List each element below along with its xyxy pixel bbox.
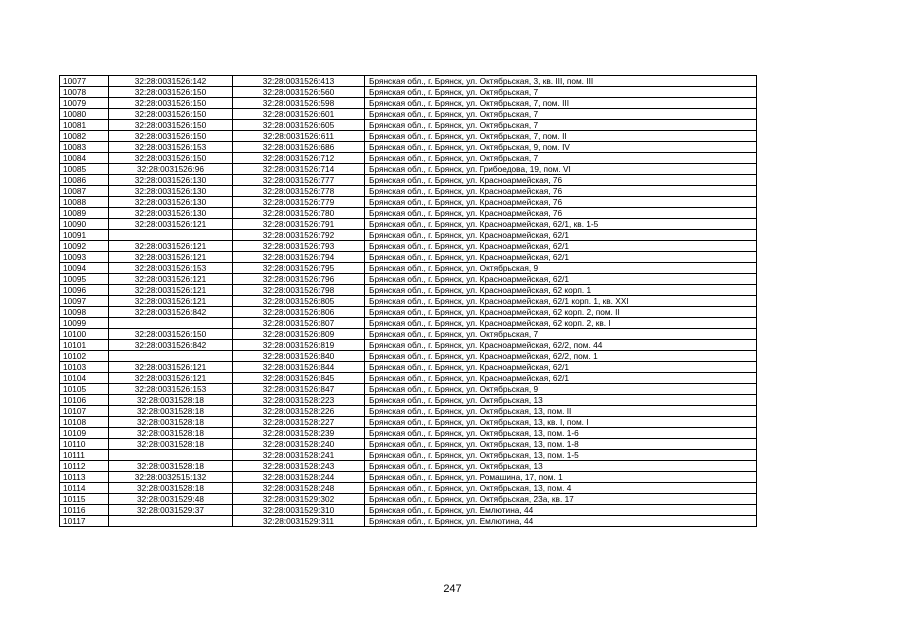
address-cell: Брянская обл., г. Брянск, ул. Октябрьская, 9, пом. IV [365,142,757,153]
page-number: 247 [443,583,462,595]
address-cell: Брянская обл., г. Брянск, ул. Октябрьская, 7 [365,153,757,164]
property-table-container [59,75,756,527]
cadastral-number-cell: 32:28:0031526:780 [233,208,365,219]
table-row [60,494,757,505]
row-number-cell: 10102 [60,351,109,362]
cadastral-number-cell: 32:28:0031526:714 [233,164,365,175]
row-number-cell: 10079 [60,98,109,109]
table-row [60,307,757,318]
table-row [60,516,757,527]
cadastral-number-cell: 32:28:0031526:809 [233,329,365,340]
table-row [60,219,757,230]
parent-cadastral-number-cell [109,318,233,329]
address-cell: Брянская обл., г. Брянск, ул. Красноармейская, 76 [365,186,757,197]
address-cell: Брянская обл., г. Брянск, ул. Октябрьская, 13, пом. 1-8 [365,439,757,450]
cadastral-number-cell: 32:28:0031526:779 [233,197,365,208]
address-cell: Брянская обл., г. Брянск, ул. Красноармейская, 76 [365,208,757,219]
cadastral-number-cell: 32:28:0031528:223 [233,395,365,406]
row-number-cell: 10083 [60,142,109,153]
address-cell: Брянская обл., г. Брянск, ул. Октябрьская, 7 [365,120,757,131]
parent-cadastral-number-cell: 32:28:0031526:121 [109,241,233,252]
cadastral-number-cell: 32:28:0031526:806 [233,307,365,318]
address-cell: Брянская обл., г. Брянск, ул. Красноармейская, 62/1, кв. 1-5 [365,219,757,230]
table-row [60,153,757,164]
row-number-cell: 10088 [60,197,109,208]
cadastral-number-cell: 32:28:0031529:310 [233,505,365,516]
cadastral-number-cell: 32:28:0031528:226 [233,406,365,417]
row-number-cell: 10086 [60,175,109,186]
table-row [60,285,757,296]
table-row [60,483,757,494]
parent-cadastral-number-cell: 32:28:0031526:842 [109,307,233,318]
table-row [60,252,757,263]
row-number-cell: 10100 [60,329,109,340]
parent-cadastral-number-cell: 32:28:0031526:121 [109,252,233,263]
cadastral-number-cell: 32:28:0031526:791 [233,219,365,230]
parent-cadastral-number-cell: 32:28:0031526:121 [109,296,233,307]
cadastral-number-cell: 32:28:0031526:413 [233,76,365,87]
row-number-cell: 10106 [60,395,109,406]
row-number-cell: 10101 [60,340,109,351]
cadastral-number-cell: 32:28:0031526:795 [233,263,365,274]
address-cell: Брянская обл., г. Брянск, ул. Красноармейская, 62/1 корп. 1, кв. XXI [365,296,757,307]
row-number-cell: 10080 [60,109,109,120]
parent-cadastral-number-cell: 32:28:0031529:48 [109,494,233,505]
address-cell: Брянская обл., г. Брянск, ул. Красноармейская, 62 корп. 1 [365,285,757,296]
parent-cadastral-number-cell: 32:28:0031526:96 [109,164,233,175]
parent-cadastral-number-cell: 32:28:0031526:153 [109,142,233,153]
row-number-cell: 10107 [60,406,109,417]
table-row [60,450,757,461]
table-row [60,296,757,307]
row-number-cell: 10095 [60,274,109,285]
cadastral-number-cell: 32:28:0031526:611 [233,131,365,142]
table-row [60,318,757,329]
address-cell: Брянская обл., г. Брянск, ул. Октябрьская, 7, пом. III [365,98,757,109]
parent-cadastral-number-cell: 32:28:0031528:18 [109,395,233,406]
table-row [60,197,757,208]
table-row [60,87,757,98]
table-row [60,395,757,406]
cadastral-number-cell: 32:28:0031526:712 [233,153,365,164]
cadastral-number-cell: 32:28:0031526:778 [233,186,365,197]
cadastral-number-cell: 32:28:0031528:244 [233,472,365,483]
parent-cadastral-number-cell: 32:28:0031526:130 [109,175,233,186]
table-row [60,340,757,351]
address-cell: Брянская обл., г. Брянск, ул. Красноармейская, 62/1 [365,230,757,241]
address-cell: Брянская обл., г. Брянск, ул. Октябрьская, 7, пом. II [365,131,757,142]
row-number-cell: 10081 [60,120,109,131]
address-cell: Брянская обл., г. Брянск, ул. Октябрьская, 9 [365,263,757,274]
parent-cadastral-number-cell: 32:28:0031526:121 [109,362,233,373]
cadastral-number-cell: 32:28:0031526:560 [233,87,365,98]
parent-cadastral-number-cell [109,450,233,461]
row-number-cell: 10113 [60,472,109,483]
address-cell: Брянская обл., г. Брянск, ул. Ромашина, 17, пом. 1 [365,472,757,483]
parent-cadastral-number-cell: 32:28:0031526:150 [109,98,233,109]
parent-cadastral-number-cell: 32:28:0031526:121 [109,219,233,230]
address-cell: Брянская обл., г. Брянск, ул. Октябрьская, 7 [365,329,757,340]
row-number-cell: 10090 [60,219,109,230]
row-number-cell: 10097 [60,296,109,307]
table-row [60,428,757,439]
parent-cadastral-number-cell [109,230,233,241]
cadastral-number-cell: 32:28:0031529:302 [233,494,365,505]
table-row [60,461,757,472]
address-cell: Брянская обл., г. Брянск, ул. Емлютина, 44 [365,505,757,516]
row-number-cell: 10114 [60,483,109,494]
parent-cadastral-number-cell: 32:28:0031526:150 [109,109,233,120]
parent-cadastral-number-cell: 32:28:0031526:121 [109,373,233,384]
address-cell: Брянская обл., г. Брянск, ул. Октябрьская, 3, кв. III, пом. III [365,76,757,87]
cadastral-number-cell: 32:28:0031529:311 [233,516,365,527]
cadastral-number-cell: 32:28:0031526:805 [233,296,365,307]
row-number-cell: 10092 [60,241,109,252]
cadastral-number-cell: 32:28:0031528:241 [233,450,365,461]
table-row [60,131,757,142]
row-number-cell: 10084 [60,153,109,164]
address-cell: Брянская обл., г. Брянск, ул. Октябрьская, 13, пом. 1-5 [365,450,757,461]
address-cell: Брянская обл., г. Брянск, ул. Красноармейская, 76 [365,197,757,208]
row-number-cell: 10085 [60,164,109,175]
parent-cadastral-number-cell: 32:28:0031526:121 [109,285,233,296]
parent-cadastral-number-cell: 32:28:0031526:842 [109,340,233,351]
row-number-cell: 10103 [60,362,109,373]
cadastral-number-cell: 32:28:0031528:227 [233,417,365,428]
row-number-cell: 10112 [60,461,109,472]
row-number-cell: 10099 [60,318,109,329]
address-cell: Брянская обл., г. Брянск, ул. Грибоедова, 19, пом. VI [365,164,757,175]
parent-cadastral-number-cell: 32:28:0031526:150 [109,87,233,98]
cadastral-number-cell: 32:28:0031526:601 [233,109,365,120]
row-number-cell: 10108 [60,417,109,428]
table-row [60,505,757,516]
row-number-cell: 10077 [60,76,109,87]
cadastral-number-cell: 32:28:0031526:819 [233,340,365,351]
address-cell: Брянская обл., г. Брянск, ул. Красноармейская, 62/1 [365,274,757,285]
row-number-cell: 10094 [60,263,109,274]
parent-cadastral-number-cell: 32:28:0031526:130 [109,186,233,197]
row-number-cell: 10110 [60,439,109,450]
table-row [60,142,757,153]
table-row [60,274,757,285]
address-cell: Брянская обл., г. Брянск, ул. Октябрьская, 9 [365,384,757,395]
row-number-cell: 10116 [60,505,109,516]
row-number-cell: 10089 [60,208,109,219]
address-cell: Брянская обл., г. Брянск, ул. Красноармейская, 62/2, пом. 1 [365,351,757,362]
address-cell: Брянская обл., г. Брянск, ул. Октябрьская, 13 [365,461,757,472]
table-row [60,439,757,450]
parent-cadastral-number-cell: 32:28:0031528:18 [109,439,233,450]
table-row [60,230,757,241]
row-number-cell: 10093 [60,252,109,263]
cadastral-number-cell: 32:28:0031526:777 [233,175,365,186]
parent-cadastral-number-cell: 32:28:0031528:18 [109,417,233,428]
cadastral-number-cell: 32:28:0031526:598 [233,98,365,109]
parent-cadastral-number-cell: 32:28:0031528:18 [109,483,233,494]
cadastral-number-cell: 32:28:0031526:796 [233,274,365,285]
address-cell: Брянская обл., г. Брянск, ул. Октябрьская, 13, пом. 4 [365,483,757,494]
row-number-cell: 10117 [60,516,109,527]
parent-cadastral-number-cell: 32:28:0031528:18 [109,406,233,417]
cadastral-number-cell: 32:28:0031528:243 [233,461,365,472]
row-number-cell: 10096 [60,285,109,296]
row-number-cell: 10105 [60,384,109,395]
cadastral-number-cell: 32:28:0031526:794 [233,252,365,263]
parent-cadastral-number-cell [109,516,233,527]
table-row [60,362,757,373]
parent-cadastral-number-cell: 32:28:0031528:18 [109,461,233,472]
table-row [60,164,757,175]
parent-cadastral-number-cell: 32:28:0031526:150 [109,131,233,142]
address-cell: Брянская обл., г. Брянск, ул. Октябрьская, 23а, кв. 17 [365,494,757,505]
cadastral-number-cell: 32:28:0031526:605 [233,120,365,131]
table-row [60,351,757,362]
cadastral-number-cell: 32:28:0031528:240 [233,439,365,450]
address-cell: Брянская обл., г. Брянск, ул. Октябрьская, 13, кв. I, пом. I [365,417,757,428]
address-cell: Брянская обл., г. Брянск, ул. Красноармейская, 62/2, пом. 44 [365,340,757,351]
parent-cadastral-number-cell: 32:28:0031529:37 [109,505,233,516]
address-cell: Брянская обл., г. Брянск, ул. Красноармейская, 62/1 [365,252,757,263]
table-row [60,120,757,131]
address-cell: Брянская обл., г. Брянск, ул. Красноармейская, 76 [365,175,757,186]
row-number-cell: 10078 [60,87,109,98]
parent-cadastral-number-cell: 32:28:0031526:121 [109,274,233,285]
row-number-cell: 10087 [60,186,109,197]
parent-cadastral-number-cell: 32:28:0031526:142 [109,76,233,87]
property-table-body [60,76,757,527]
address-cell: Брянская обл., г. Брянск, ул. Красноармейская, 62/1 [365,241,757,252]
address-cell: Брянская обл., г. Брянск, ул. Октябрьская, 7 [365,87,757,98]
cadastral-number-cell: 32:28:0031526:840 [233,351,365,362]
row-number-cell: 10082 [60,131,109,142]
row-number-cell: 10109 [60,428,109,439]
row-number-cell: 10111 [60,450,109,461]
table-row [60,472,757,483]
cadastral-number-cell: 32:28:0031526:807 [233,318,365,329]
address-cell: Брянская обл., г. Брянск, ул. Красноармейская, 62/1 [365,373,757,384]
table-row [60,329,757,340]
table-row [60,98,757,109]
row-number-cell: 10104 [60,373,109,384]
parent-cadastral-number-cell: 32:28:0031528:18 [109,428,233,439]
cadastral-number-cell: 32:28:0031526:792 [233,230,365,241]
parent-cadastral-number-cell: 32:28:0031526:130 [109,208,233,219]
address-cell: Брянская обл., г. Брянск, ул. Октябрьская, 13, пом. II [365,406,757,417]
parent-cadastral-number-cell: 32:28:0032515:132 [109,472,233,483]
address-cell: Брянская обл., г. Брянск, ул. Октябрьская, 13 [365,395,757,406]
table-row [60,186,757,197]
table-row [60,175,757,186]
table-row [60,109,757,120]
table-row [60,241,757,252]
address-cell: Брянская обл., г. Брянск, ул. Красноармейская, 62 корп. 2, кв. I [365,318,757,329]
table-row [60,384,757,395]
address-cell: Брянская обл., г. Брянск, ул. Красноармейская, 62/1 [365,362,757,373]
cadastral-number-cell: 32:28:0031526:844 [233,362,365,373]
address-cell: Брянская обл., г. Брянск, ул. Октябрьская, 7 [365,109,757,120]
parent-cadastral-number-cell: 32:28:0031526:150 [109,120,233,131]
table-row [60,263,757,274]
address-cell: Брянская обл., г. Брянск, ул. Красноармейская, 62 корп. 2, пом. II [365,307,757,318]
cadastral-number-cell: 32:28:0031526:845 [233,373,365,384]
cadastral-number-cell: 32:28:0031526:686 [233,142,365,153]
cadastral-number-cell: 32:28:0031526:798 [233,285,365,296]
table-row [60,76,757,87]
table-row [60,417,757,428]
parent-cadastral-number-cell: 32:28:0031526:153 [109,263,233,274]
table-row [60,373,757,384]
row-number-cell: 10098 [60,307,109,318]
cadastral-number-cell: 32:28:0031528:248 [233,483,365,494]
table-row [60,406,757,417]
parent-cadastral-number-cell: 32:28:0031526:130 [109,197,233,208]
cadastral-number-cell: 32:28:0031526:793 [233,241,365,252]
parent-cadastral-number-cell: 32:28:0031526:153 [109,384,233,395]
parent-cadastral-number-cell: 32:28:0031526:150 [109,153,233,164]
parent-cadastral-number-cell: 32:28:0031526:150 [109,329,233,340]
table-row [60,208,757,219]
address-cell: Брянская обл., г. Брянск, ул. Октябрьская, 13, пом. 1-6 [365,428,757,439]
row-number-cell: 10115 [60,494,109,505]
property-table [59,75,757,527]
parent-cadastral-number-cell [109,351,233,362]
row-number-cell: 10091 [60,230,109,241]
address-cell: Брянская обл., г. Брянск, ул. Емлютина, 44 [365,516,757,527]
cadastral-number-cell: 32:28:0031528:239 [233,428,365,439]
cadastral-number-cell: 32:28:0031526:847 [233,384,365,395]
